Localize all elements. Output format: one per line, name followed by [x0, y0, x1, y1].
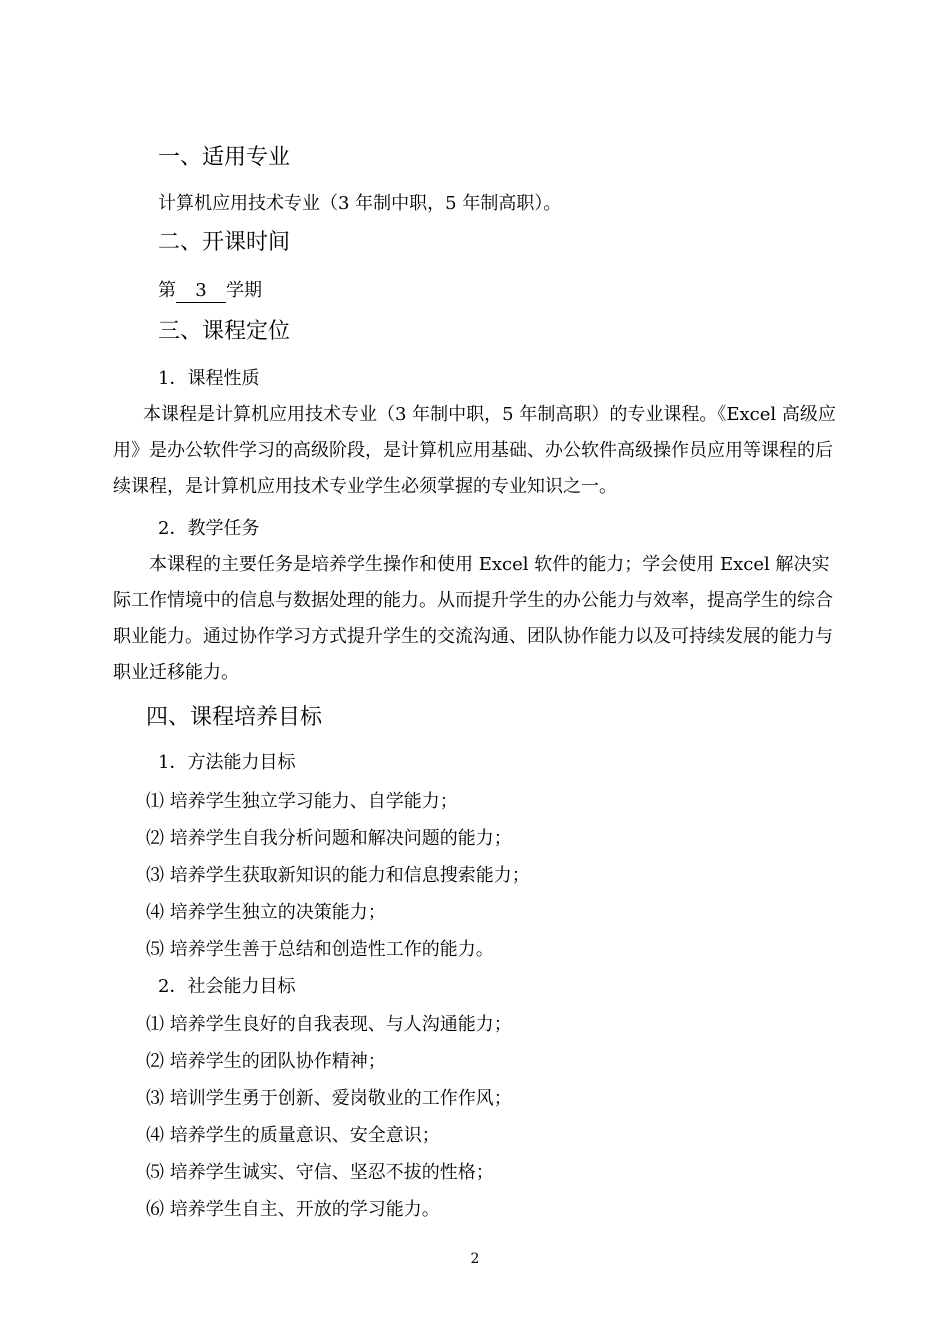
page-number: 2 — [470, 1251, 480, 1267]
section-4-title: 四、课程培养目标 — [146, 705, 323, 730]
section-3-sub1-text: 本课程是计算机应用技术专业（3 年制中职，5 年制高职）的专业课程。《Excel 高级应用》是办公软件学习的高级阶段，是计算机应用基础、办公软件高级操作员应用等课程的后续课程，是计算机应用技术专业学生必须掌握的专业知识之一。 — [113, 404, 836, 497]
semester-prefix: 第 — [158, 280, 176, 301]
list-item: ⑸ 培养学生诚实、守信、坚忍不拔的性格； — [146, 1162, 494, 1183]
list-item: ⑴ 培养学生良好的自我表现、与人沟通能力； — [146, 1014, 512, 1035]
list-item: ⑵ 培养学生自我分析问题和解决问题的能力； — [146, 828, 512, 849]
list-item: ⑷ 培养学生独立的决策能力； — [146, 902, 386, 923]
section-2-title: 二、开课时间 — [158, 230, 291, 255]
section-4-sub2-title: 2．社会能力目标 — [158, 976, 296, 997]
list-item: ⑶ 培训学生勇于创新、爱岗敬业的工作作风； — [146, 1088, 512, 1109]
section-3-sub2-text: 本课程的主要任务是培养学生操作和使用 Excel 软件的能力；学会使用 Excel 解决实际工作情境中的信息与数据处理的能力。从而提升学生的办公能力与效率，提高学生的综合职业能力。通过协作学习方式提升学生的交流沟通、团队协作能力以及可持续发展的能力与职业迁移能力。 — [113, 554, 833, 683]
list-item: ⑵ 培养学生的团队协作精神； — [146, 1051, 386, 1072]
section-3-sub2-title: 2．教学任务 — [158, 518, 260, 539]
section-1-text: 计算机应用技术专业（3 年制中职，5 年制高职）。 — [158, 193, 562, 214]
section-3-sub1-title: 1．课程性质 — [158, 368, 260, 389]
list-item: ⑷ 培养学生的质量意识、安全意识； — [146, 1125, 440, 1146]
section-1-title: 一、适用专业 — [158, 145, 291, 170]
semester-value: 3 — [176, 280, 226, 303]
section-3-title: 三、课程定位 — [158, 319, 291, 344]
list-item: ⑶ 培养学生获取新知识的能力和信息搜索能力； — [146, 865, 530, 886]
section-4-sub1-title: 1．方法能力目标 — [158, 752, 296, 773]
list-item: ⑸ 培养学生善于总结和创造性工作的能力。 — [146, 939, 494, 960]
list-item: ⑴ 培养学生独立学习能力、自学能力； — [146, 791, 458, 812]
list-item: ⑹ 培养学生自主、开放的学习能力。 — [146, 1199, 440, 1220]
semester-line — [158, 279, 262, 303]
semester-suffix: 学期 — [226, 280, 262, 301]
